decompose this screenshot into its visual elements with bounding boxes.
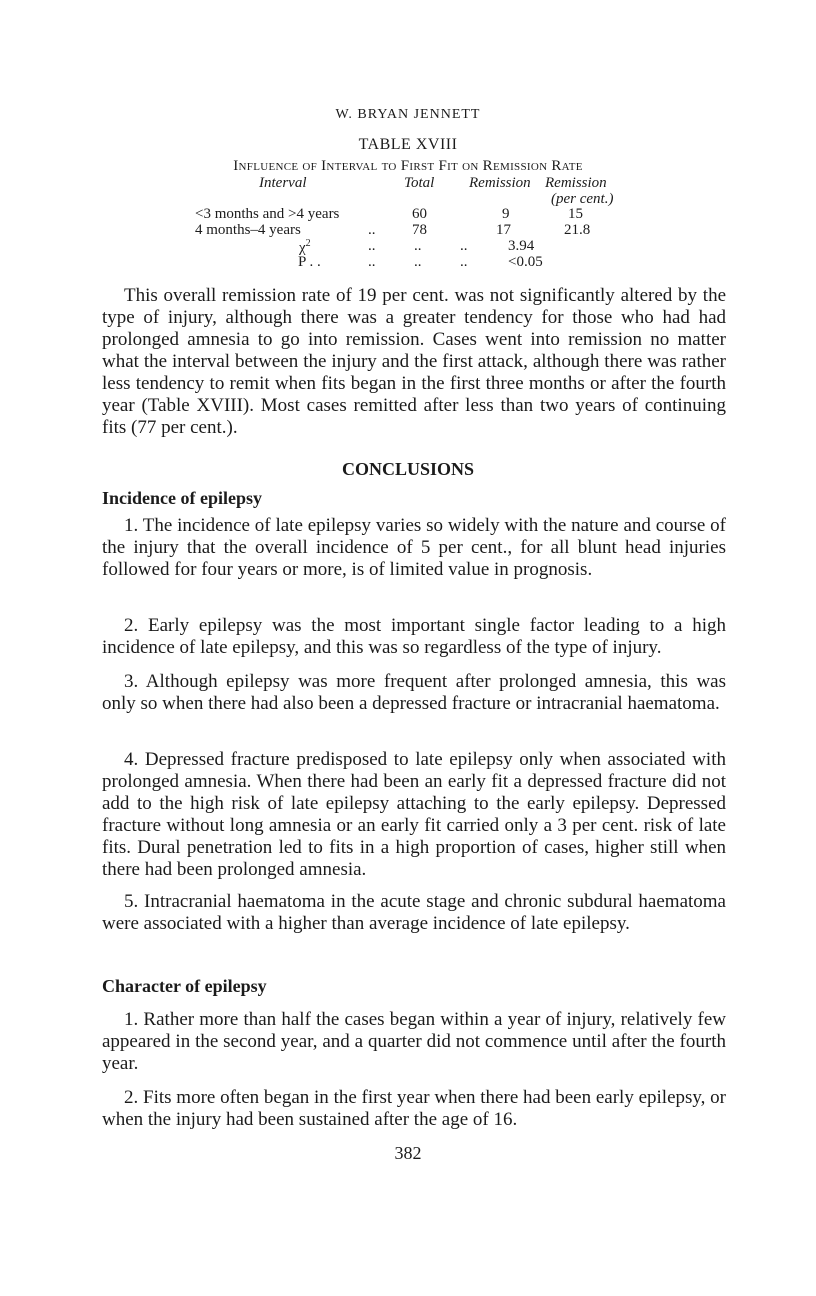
running-head: W. BRYAN JENNETT <box>335 107 481 122</box>
p-label: P . . <box>298 254 321 270</box>
incidence-item-3: 3. Although epilepsy was more frequent after prolonged amnesia, this was only so when there had also been a depressed fracture or intracranial haematoma. <box>102 671 726 714</box>
col-header-total: Total <box>404 175 435 191</box>
page-number: 382 <box>394 1143 422 1163</box>
character-item-2: 2. Fits more often began in the first year when there had been early epilepsy, or when the injury had been sustained after the age of 16. <box>102 1087 726 1130</box>
table-title: TABLE XVIII <box>358 136 458 153</box>
p-leader-3: .. <box>460 254 468 270</box>
p-value: <0.05 <box>508 254 543 270</box>
col-header-interval: Interval <box>259 175 307 191</box>
col-header-remission-pct: Remission <box>545 175 607 191</box>
row1-remission: 9 <box>502 206 510 222</box>
incidence-heading: Incidence of epilepsy <box>102 488 262 508</box>
chi-leader-3: .. <box>460 238 468 254</box>
chi-superscript: 2 <box>305 238 311 249</box>
character-item-1: 1. Rather more than half the cases began within a year of injury, relatively few appeared in the second year, and a quarter did not commence until after the fourth year. <box>102 1009 726 1074</box>
row2-interval: 4 months–4 years <box>195 222 301 238</box>
chi-leader-2: .. <box>414 238 422 254</box>
chi-symbol: χ <box>299 240 306 256</box>
p-leader-2: .. <box>414 254 422 270</box>
row1-interval: <3 months and >4 years <box>195 206 340 222</box>
row2-leader: .. <box>368 222 376 238</box>
row2-total: 78 <box>412 222 427 238</box>
conclusions-heading: CONCLUSIONS <box>341 459 475 479</box>
row2-pct: 21.8 <box>564 222 591 238</box>
p-leader-1: .. <box>368 254 376 270</box>
incidence-item-2: 2. Early epilepsy was the most important single factor leading to a high incidence of late epilepsy, and this was so regardless of the type of injury. <box>102 615 726 658</box>
col-header-remission: Remission <box>469 175 531 191</box>
incidence-item-5: 5. Intracranial haematoma in the acute stage and chronic subdural haematoma were associated with a higher than average incidence of late epilepsy. <box>102 891 726 934</box>
chi-leader-1: .. <box>368 238 376 254</box>
chi-square-value: 3.94 <box>508 238 535 254</box>
character-heading: Character of epilepsy <box>102 976 267 996</box>
incidence-item-1: 1. The incidence of late epilepsy varies so widely with the nature and course of the injury that the overall incidence of 5 per cent., for all blunt head injuries followed for four years or more, is of limited value in prognosis. <box>102 515 726 580</box>
row1-total: 60 <box>412 206 427 222</box>
row2-remission: 17 <box>496 222 511 238</box>
row1-pct: 15 <box>568 206 583 222</box>
intro-paragraph: This overall remission rate of 19 per cent. was not significantly altered by the type of injury, although there was a greater tendency for those who had had prolonged amnesia to go into remission. Cases went into remission no matter what the interval between the injury and the first attack, although there was rather less tendency to remit when fits began in the first three months or after the fourth year (Table XVIII). Most cases remitted after less than two years of continuing fits (77 per cent.). <box>102 285 726 438</box>
table-caption: Influence of Interval to First Fit on Remission Rate <box>233 158 583 174</box>
incidence-item-4: 4. Depressed fracture predisposed to late epilepsy only when associated with prolonged amnesia. When there had been an early fit a depressed fracture did not add to the high risk of late epilepsy attaching to the early epilepsy. Depressed fracture without long amnesia or an early fit carried only a 3 per cent. risk of late fits. Dural penetration led to fits in a high proportion of cases, higher still when there had been prolonged amnesia. <box>102 749 726 880</box>
col-header-remission-pct-unit: (per cent.) <box>551 191 614 207</box>
